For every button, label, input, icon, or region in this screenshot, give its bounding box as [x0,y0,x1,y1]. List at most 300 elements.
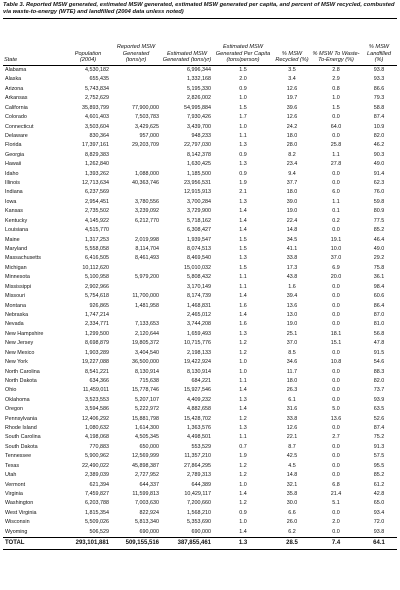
cell-per-capita: 1.4 [239,311,247,318]
table-row [3,405,397,414]
cell-per-capita: 1.2 [239,340,247,347]
cell-landfilled: 59.8 [373,198,385,205]
cell-landfilled: 42.8 [373,490,385,497]
cell-reported: 11,599,813 [132,490,159,497]
cell-per-capita: 1.5 [239,67,247,73]
cell-estimated: 8,074,513 [187,246,211,253]
cell-state: South Carolina [5,434,41,441]
cell-population: 2,902,966 [85,283,109,290]
cell-reported: 7,133,653 [135,321,159,328]
cell-population: 1,262,840 [85,161,109,168]
header-estimated: Estimated MSW Generated (tons/yr) [161,19,213,66]
cell-recycled: 12.6 [286,85,298,92]
cell-landfilled: 54.6 [373,359,385,366]
cell-per-capita: 2.0 [239,76,247,83]
cell-recycled: 13.6 [286,302,298,309]
cell-population: 5,900,962 [85,453,109,460]
cell-reported [111,264,161,273]
cell-wte: 0.0 [332,349,340,356]
cell-landfilled: 60.6 [373,293,385,300]
cell-wte: 0.0 [332,132,340,139]
cell-landfilled: 75.2 [373,434,385,441]
header-landfilled: % MSW Landfilled (%) [361,19,397,66]
cell-reported [111,75,161,84]
cell-state: Georgia [5,151,25,158]
cell-landfilled: 88.3 [373,368,385,375]
cell-wte: 27.8 [330,161,342,168]
cell-per-capita: 1.3 [239,198,247,205]
cell-population: 3,594,586 [85,406,109,413]
cell-reported [111,66,161,76]
cell-reported [111,151,161,160]
cell-recycled: 24.2 [286,123,298,130]
table-row [3,396,397,405]
cell-population: 4,145,922 [85,217,109,224]
cell-recycled: 12.6 [286,425,298,432]
cell-per-capita: 1.7 [239,114,247,121]
cell-state: Louisiana [5,227,29,234]
cell-wte: 0.0 [332,472,340,479]
cell-estimated: 4,498,501 [187,434,211,441]
cell-population: 5,558,058 [85,246,109,253]
cell-recycled: 33.8 [286,255,298,262]
table-row [3,471,397,480]
cell-estimated: 1,630,425 [187,161,211,168]
cell-recycled: 18.0 [286,189,298,196]
cell-estimated: 1,363,576 [187,425,211,432]
cell-recycled: 12.6 [286,114,298,121]
cell-reported: 45,898,387 [132,462,159,469]
total-population: 293,101,881 [65,538,111,550]
cell-recycled: 18.0 [286,132,298,139]
cell-landfilled: 76.0 [373,189,385,196]
cell-reported: 7,003,630 [135,500,159,507]
cell-landfilled: 29.2 [373,255,385,262]
cell-state: Kentucky [5,217,28,224]
header-per-capita: Estimated MSW Generated Per Capita (tons/person) [213,19,273,66]
table-row [3,66,397,76]
cell-estimated: 3,700,284 [187,198,211,205]
cell-wte: 0.0 [332,396,340,403]
cell-per-capita: 1.3 [239,425,247,432]
cell-population: 655,435 [89,76,109,83]
table-row [3,368,397,377]
cell-estimated: 22,797,030 [184,142,211,149]
cell-recycled: 19.0 [286,208,298,215]
table-row [3,490,397,499]
table-row [3,264,397,273]
cell-per-capita: 1.1 [239,132,247,139]
cell-state: Florida [5,142,22,149]
cell-state: Kansas [5,208,23,215]
cell-population: 2,954,451 [85,198,109,205]
cell-landfilled: 87.4 [373,425,385,432]
cell-landfilled: 57.5 [373,453,385,460]
table-row [3,292,397,301]
cell-wte: 2.9 [332,76,340,83]
cell-landfilled: 85.2 [373,472,385,479]
cell-landfilled: 46.4 [373,236,385,243]
cell-recycled: 11.7 [286,368,298,375]
table-row [3,132,397,141]
cell-per-capita: 1.2 [239,462,247,469]
header-state: State [3,19,65,66]
cell-estimated: 1,468,831 [187,302,211,309]
cell-wte: 0.0 [332,227,340,234]
table-row [3,226,397,235]
cell-state: Mississippi [5,283,32,290]
cell-reported: 3,239,092 [135,208,159,215]
cell-per-capita: 0.9 [239,85,247,92]
total-landfilled: 64.1 [361,538,397,550]
cell-recycled: 31.6 [286,406,298,413]
cell-reported: 40,363,746 [132,180,159,187]
cell-wte: 0.0 [332,387,340,394]
cell-recycled: 25.1 [286,330,298,337]
cell-state: Alaska [5,76,22,83]
cell-per-capita: 1.4 [239,490,247,497]
cell-population: 12,406,292 [82,415,109,422]
cell-estimated: 8,142,378 [187,151,211,158]
cell-population: 1,317,253 [85,236,109,243]
cell-recycled: 19.0 [286,321,298,328]
cell-estimated: 6,308,427 [187,227,211,234]
cell-landfilled: 93.4 [373,509,385,516]
cell-landfilled: 47.8 [373,340,385,347]
cell-recycled: 6.6 [288,509,296,516]
header-reported: Reported MSW Generated (tons/yr) [111,19,161,66]
cell-per-capita: 1.3 [239,330,247,337]
cell-landfilled: 36.1 [373,274,385,281]
cell-reported: 5,222,972 [135,406,159,413]
cell-population: 506,529 [89,528,109,535]
table-row [3,311,397,320]
table-row [3,415,397,424]
table-row [3,443,397,452]
cell-wte: 2.8 [332,67,340,73]
cell-per-capita: 1.0 [239,368,247,375]
cell-wte: 0.0 [332,462,340,469]
cell-wte: 0.0 [332,293,340,300]
cell-reported: 5,813,340 [135,519,159,526]
cell-per-capita: 1.5 [239,236,247,243]
cell-reported: 7,503,783 [135,114,159,121]
table-row [3,123,397,132]
cell-wte: 0.0 [332,114,340,121]
cell-estimated: 5,195,330 [187,85,211,92]
cell-wte: 0.0 [332,311,340,318]
cell-landfilled: 81.0 [373,321,385,328]
cell-wte: 6.0 [332,189,340,196]
table-row [3,207,397,216]
cell-per-capita: 1.0 [239,123,247,130]
cell-reported [111,311,161,320]
cell-wte: 37.0 [330,255,342,262]
cell-landfilled: 62.3 [373,180,385,187]
cell-population: 8,698,879 [85,340,109,347]
cell-population: 22,490,022 [82,462,109,469]
cell-reported: 1,481,958 [135,302,159,309]
cell-landfilled: 93.8 [373,67,385,73]
cell-state: Oklahoma [5,396,30,403]
cell-population: 830,364 [89,132,109,139]
cell-landfilled: 86.6 [373,85,385,92]
cell-population: 4,198,068 [85,434,109,441]
cell-landfilled: 90.3 [373,151,385,158]
cell-recycled: 1.6 [288,283,296,290]
cell-estimated: 2,826,002 [187,95,211,102]
cell-landfilled: 95.5 [373,462,385,469]
cell-recycled: 39.6 [286,104,298,111]
cell-per-capita: 1.0 [239,481,247,488]
cell-wte: 0.0 [332,180,340,187]
cell-population: 5,754,618 [85,293,109,300]
cell-wte: 64.0 [330,123,342,130]
cell-per-capita: 1.4 [239,217,247,224]
cell-per-capita: 1.2 [239,500,247,507]
cell-wte: 1.5 [332,104,340,111]
cell-state: New Jersey [5,340,34,347]
cell-reported: 1,614,300 [135,425,159,432]
cell-landfilled: 91.4 [373,170,385,177]
cell-landfilled: 82.0 [373,132,385,139]
cell-population: 8,541,221 [85,368,109,375]
cell-wte: 0.0 [332,302,340,309]
cell-recycled: 32.1 [286,481,298,488]
cell-landfilled: 10.9 [373,123,385,130]
table-body [3,66,397,538]
cell-state: Iowa [5,198,17,205]
cell-state: Colorado [5,114,27,121]
cell-population: 19,227,088 [82,359,109,366]
cell-estimated: 948,233 [191,132,211,139]
cell-state: Hawaii [5,161,22,168]
cell-reported: 2,727,952 [135,472,159,479]
cell-wte: 1.1 [332,151,340,158]
cell-wte: 10.8 [330,359,342,366]
cell-estimated: 7,200,660 [187,500,211,507]
cell-state: Oregon [5,406,23,413]
total-estimated: 387,855,461 [161,538,213,550]
cell-recycled: 39.4 [286,293,298,300]
cell-recycled: 37.7 [286,180,298,187]
cell-population: 1,815,354 [85,509,109,516]
cell-recycled: 26.3 [286,387,298,394]
table-row [3,386,397,395]
cell-recycled: 26.0 [286,519,298,526]
cell-per-capita: 1.3 [239,396,247,403]
cell-reported: 2,120,644 [135,330,159,337]
cell-wte: 2.7 [332,434,340,441]
cell-wte: 19.1 [330,236,342,243]
cell-estimated: 15,428,702 [184,415,211,422]
table-row [3,377,397,386]
cell-per-capita: 1.9 [239,180,247,187]
cell-recycled: 41.1 [286,246,298,253]
cell-per-capita: 1.1 [239,283,247,290]
cell-wte: 0.8 [332,85,340,92]
cell-estimated: 27,864,295 [184,462,211,469]
cell-state: Pennsylvania [5,415,38,422]
cell-reported: 3,404,540 [135,349,159,356]
cell-state: Delaware [5,132,28,139]
cell-wte: 2.0 [332,519,340,526]
cell-landfilled: 82.0 [373,377,385,384]
cell-recycled: 14.8 [286,472,298,479]
cell-state: Connecticut [5,123,34,130]
cell-per-capita: 1.4 [239,387,247,394]
cell-recycled: 33.8 [286,415,298,422]
total-per-capita: 1.3 [213,538,273,550]
total-label: TOTAL [3,538,65,550]
cell-wte: 0.0 [332,528,340,535]
cell-estimated: 3,729,900 [187,208,211,215]
table-row [3,141,397,150]
cell-population: 1,393,262 [85,170,109,177]
cell-state: Maryland [5,246,28,253]
table-row [3,245,397,254]
cell-population: 1,299,500 [85,330,109,337]
cell-state: Illinois [5,180,20,187]
cell-population: 2,334,771 [85,321,109,328]
cell-wte: 25.8 [330,142,342,149]
cell-state: South Dakota [5,443,38,450]
cell-landfilled: 52.6 [373,415,385,422]
table-row [3,518,397,527]
cell-estimated: 11,357,210 [184,453,211,460]
cell-landfilled: 75.8 [373,264,385,271]
total-row [3,538,397,550]
cell-wte: 1.0 [332,95,340,102]
cell-reported: 4,505,345 [135,434,159,441]
cell-wte: 18.1 [330,330,342,337]
cell-reported: 8,461,493 [135,255,159,262]
cell-wte: 0.0 [332,509,340,516]
cell-population: 6,416,505 [85,255,109,262]
cell-population: 10,112,620 [82,264,109,271]
cell-state: Arkansas [5,95,28,102]
cell-population: 4,601,403 [85,114,109,121]
table-row [3,254,397,263]
cell-per-capita: 1.5 [239,104,247,111]
cell-reported: 19,805,372 [132,340,159,347]
cell-per-capita: 1.1 [239,274,247,281]
cell-wte: 0.0 [332,283,340,290]
cell-wte: 0.0 [332,453,340,460]
cell-reported [111,85,161,94]
cell-recycled: 22.4 [286,217,298,224]
cell-wte: 0.0 [332,368,340,375]
cell-state: Michigan [5,264,27,271]
cell-recycled: 28.0 [286,142,298,149]
cell-population: 3,523,553 [85,396,109,403]
cell-landfilled: 63.5 [373,406,385,413]
cell-wte: 6.9 [332,264,340,271]
cell-state: Nebraska [5,311,29,318]
cell-recycled: 35.8 [286,490,298,497]
cell-estimated: 54,995,884 [184,104,211,111]
cell-state: Minnesota [5,274,30,281]
cell-recycled: 4.5 [288,462,296,469]
cell-per-capita: 1.1 [239,434,247,441]
cell-reported: 5,207,107 [135,396,159,403]
cell-reported: 8,114,704 [135,246,159,253]
cell-population: 1,903,289 [85,349,109,356]
cell-wte: 20.0 [330,274,342,281]
table-row [3,151,397,160]
cell-landfilled: 87.0 [373,311,385,318]
cell-estimated: 2,198,133 [187,349,211,356]
table-row [3,302,397,311]
cell-wte: 15.1 [330,340,342,347]
cell-landfilled: 61.2 [373,481,385,488]
cell-state: Montana [5,302,26,309]
cell-state: West Virginia [5,509,37,516]
cell-population: 4,530,182 [85,67,109,73]
cell-estimated: 2,465,012 [187,311,211,318]
cell-state: Wyoming [5,528,28,535]
table-row [3,113,397,122]
cell-estimated: 10,429,117 [184,490,211,497]
cell-recycled: 34.6 [286,359,298,366]
cell-recycled: 13.0 [286,311,298,318]
cell-per-capita: 0.7 [239,443,247,450]
cell-wte: 0.0 [332,443,340,450]
cell-estimated: 8,130,914 [187,368,211,375]
cell-population: 5,509,026 [85,519,109,526]
cell-population: 770,883 [89,443,109,450]
cell-recycled: 18.0 [286,377,298,384]
header-wte: % MSW To Waste-To-Energy (%) [311,19,361,66]
cell-reported: 3,429,625 [135,123,159,130]
cell-population: 1,747,214 [85,311,109,318]
cell-reported: 5,979,200 [135,274,159,281]
cell-population: 634,366 [89,377,109,384]
cell-landfilled: 49.0 [373,161,385,168]
cell-landfilled: 46.2 [373,142,385,149]
cell-population: 6,203,788 [85,500,109,507]
cell-wte: 0.0 [332,425,340,432]
cell-population: 2,389,039 [85,472,109,479]
table-row [3,179,397,188]
cell-estimated: 1,659,493 [187,330,211,337]
cell-landfilled: 93.3 [373,76,385,83]
cell-state: Tennessee [5,453,32,460]
table-row [3,273,397,282]
cell-population: 11,459,011 [82,387,109,394]
cell-state: North Carolina [5,368,40,375]
cell-per-capita: 1.0 [239,359,247,366]
cell-population: 2,752,629 [85,95,109,102]
cell-population: 5,743,834 [85,85,109,92]
cell-wte: 1.1 [332,198,340,205]
cell-estimated: 8,174,739 [187,293,211,300]
cell-population: 3,503,604 [85,123,109,130]
cell-wte: 5.1 [332,500,340,507]
cell-reported: 15,881,798 [132,415,159,422]
cell-reported [111,160,161,169]
cell-state: Alabama [5,67,27,73]
cell-per-capita: 1.2 [239,415,247,422]
cell-per-capita: 1.4 [239,528,247,535]
cell-landfilled: 93.9 [373,396,385,403]
cell-wte: 0.0 [332,321,340,328]
table-row [3,85,397,94]
cell-estimated: 4,882,658 [187,406,211,413]
cell-estimated: 8,469,540 [187,255,211,262]
cell-estimated: 1,939,547 [187,236,211,243]
cell-state: Massachusetts [5,255,41,262]
